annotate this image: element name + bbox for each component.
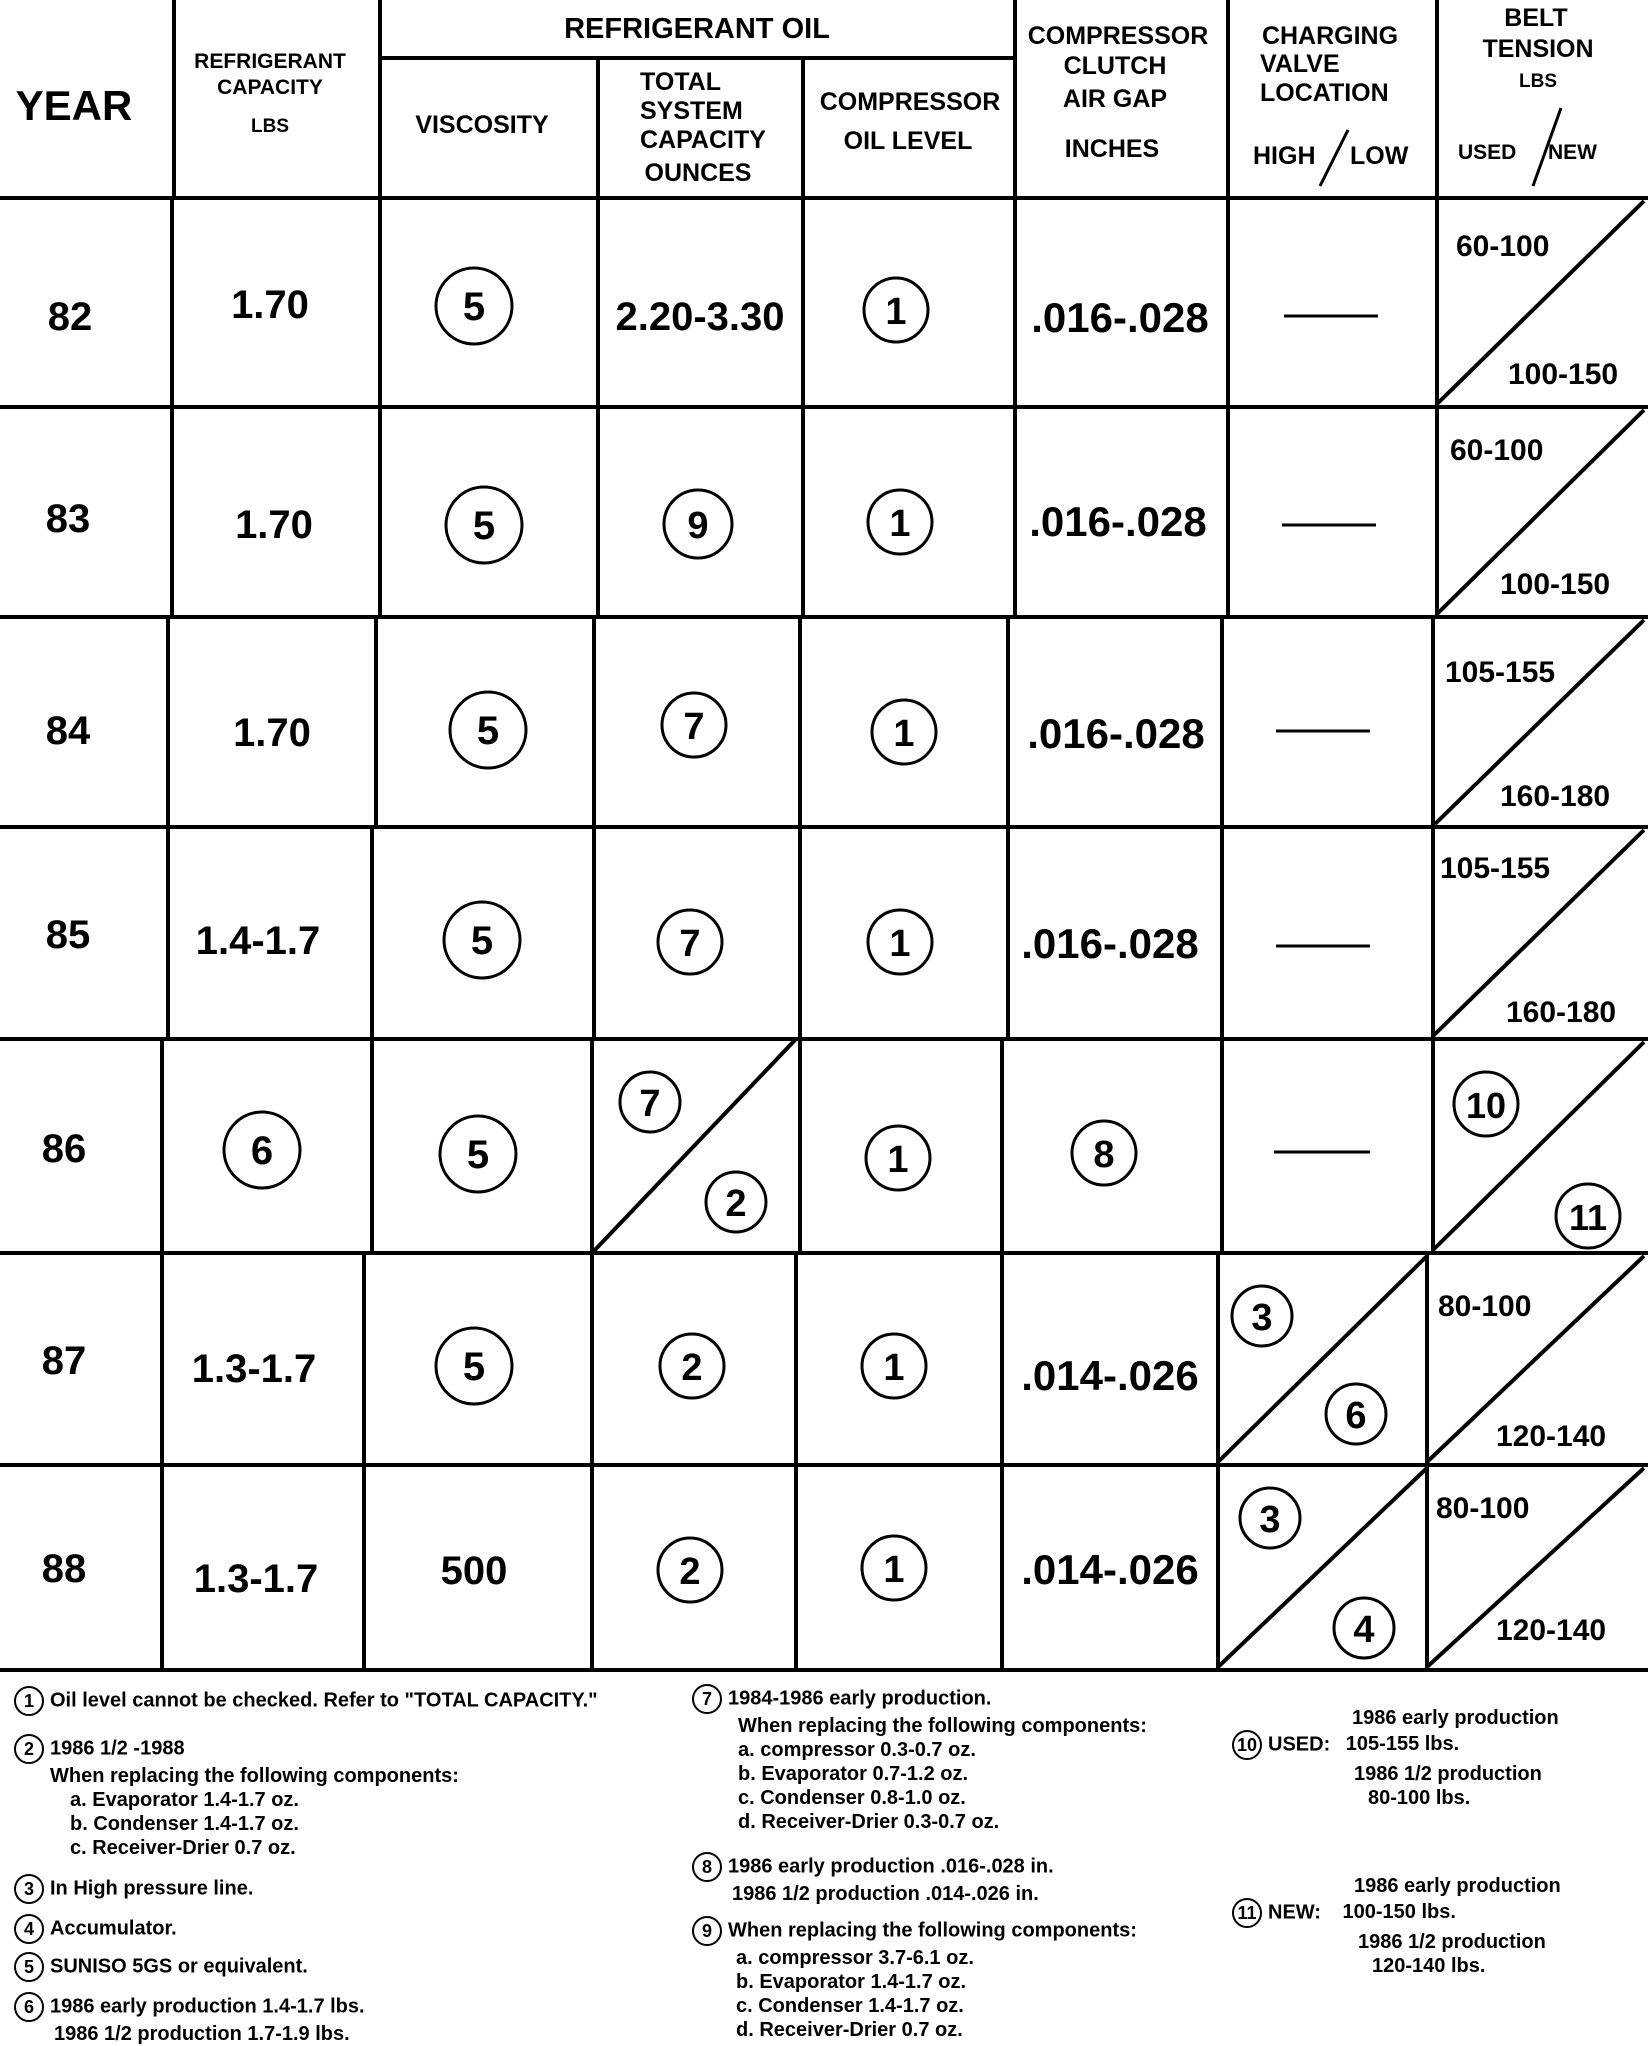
- belt-new-cell: 100-150: [1508, 358, 1619, 391]
- footnote-ref-badge: [872, 700, 936, 764]
- table-row: [46, 434, 1610, 601]
- svg-text:1: 1: [883, 1549, 905, 1591]
- footnote-8: 8 1986 early production .016-.028 in. 1986 1/2 production .014-.026 in.: [692, 1852, 1054, 1906]
- header-total-capacity-2: SYSTEM: [640, 97, 743, 125]
- year-cell: 88: [41, 1547, 87, 1591]
- footnote-ref-badge: [664, 490, 732, 558]
- header-charging-low: LOW: [1350, 142, 1409, 170]
- footnote-number-badge: 3: [14, 1874, 44, 1904]
- header-charging-2: VALVE: [1260, 50, 1340, 78]
- header-total-capacity-4: OUNCES: [644, 159, 752, 187]
- header-total-capacity-1: TOTAL: [640, 68, 722, 96]
- header-belt-used: USED: [1458, 141, 1517, 164]
- footnote-ref-badge: [706, 1172, 766, 1232]
- header-oil-level-2: OIL LEVEL: [843, 127, 973, 155]
- year-cell: 85: [45, 913, 91, 957]
- belt-new-cell: 120-140: [1496, 1614, 1607, 1647]
- footnote-ref-badge: [864, 278, 928, 342]
- header-refrigerant-capacity-2: CAPACITY: [217, 76, 323, 99]
- table-row: [48, 230, 1618, 391]
- svg-text:2: 2: [725, 1183, 747, 1225]
- svg-text:1: 1: [887, 1139, 909, 1181]
- belt-new-cell: 100-150: [1500, 568, 1611, 601]
- belt-new-cell: 160-180: [1500, 780, 1611, 813]
- footnote-11: 1986 early production 11 NEW: 100-150 lbs. 1986 1/2 production 120-140 lbs.: [1232, 1874, 1561, 1978]
- air-gap-cell: .014-.026: [1021, 1546, 1199, 1593]
- svg-text:1: 1: [889, 923, 911, 965]
- footnote-7: 7 1984-1986 early production. When replacing the following components: a. compressor 0.3-0.7 oz. b. Evaporator 0.7-1.2 oz. c. Condenser 0.8-1.0 oz. d. Receiver-Drier 0.3-0.7 oz.: [692, 1684, 1147, 1834]
- footnote-ref-badge: [866, 1126, 930, 1190]
- year-cell: 86: [41, 1127, 87, 1171]
- header-charging-high: HIGH: [1253, 142, 1316, 170]
- belt-used-cell: 105-155: [1445, 656, 1556, 689]
- svg-text:1: 1: [893, 713, 915, 755]
- footnote-ref-badge: [450, 692, 526, 768]
- footnote-ref-badge: [446, 487, 522, 563]
- table-row: [46, 656, 1610, 813]
- footnote-ref-badge: [660, 1334, 724, 1398]
- footnote-2: 2 1986 1/2 -1988 When replacing the following components: a. Evaporator 1.4-1.7 oz. b. Condenser 1.4-1.7 oz. c. Receiver-Drier 0.7 oz.: [14, 1734, 459, 1860]
- footnote-number-badge: 9: [692, 1916, 722, 1946]
- belt-used-cell: 80-100: [1438, 1290, 1532, 1323]
- svg-text:7: 7: [683, 706, 705, 748]
- belt-new-cell: 160-180: [1506, 996, 1617, 1029]
- footnote-ref-badge: [862, 1334, 926, 1398]
- footnote-ref-badge: [1334, 1598, 1394, 1658]
- footnote-5: 5 SUNISO 5GS or equivalent.: [14, 1952, 308, 1982]
- svg-text:3: 3: [1259, 1499, 1281, 1541]
- footnote-ref-badge: [662, 693, 726, 757]
- svg-text:5: 5: [462, 285, 486, 329]
- footnote-ref-badge: [868, 910, 932, 974]
- svg-text:10: 10: [1465, 1085, 1507, 1126]
- belt-used-cell: 80-100: [1436, 1492, 1530, 1525]
- svg-text:2: 2: [679, 1551, 701, 1593]
- svg-text:2: 2: [681, 1347, 703, 1389]
- header-refrigerant-oil: REFRIGERANT OIL: [564, 13, 830, 45]
- svg-text:5: 5: [462, 1345, 486, 1389]
- footnotes-section: [0, 1682, 1648, 2045]
- footnote-4: 4 Accumulator.: [14, 1914, 177, 1944]
- capacity-cell: 1.70: [231, 283, 309, 327]
- footnote-number-badge: 4: [14, 1914, 44, 1944]
- table-row: [42, 1072, 1620, 1248]
- footnote-ref-badge: [862, 1536, 926, 1600]
- header-refrigerant-capacity-3: LBS: [251, 116, 289, 137]
- footnote-6: 6 1986 early production 1.4-1.7 lbs. 1986 1/2 production 1.7-1.9 lbs.: [14, 1992, 365, 2046]
- belt-new-cell: 120-140: [1496, 1420, 1607, 1453]
- header-air-gap-3: AIR GAP: [1062, 85, 1168, 113]
- svg-text:5: 5: [476, 709, 500, 753]
- svg-text:1: 1: [885, 291, 907, 333]
- footnote-number-badge: 8: [692, 1852, 722, 1882]
- header-air-gap-1: COMPRESSOR: [1027, 22, 1209, 50]
- high-low-divider: [1320, 130, 1348, 186]
- svg-text:5: 5: [466, 1133, 490, 1177]
- footnote-number-badge: 7: [692, 1684, 722, 1714]
- header-refrigerant-capacity-1: REFRIGERANT: [194, 50, 346, 73]
- air-gap-cell: .016-.028: [1021, 920, 1199, 967]
- footnote-ref-badge: [436, 1328, 512, 1404]
- footnote-number-badge: 5: [14, 1952, 44, 1982]
- footnote-ref-badge: [436, 268, 512, 344]
- table-row: [42, 1488, 1606, 1658]
- year-cell: 84: [45, 709, 91, 753]
- svg-text:4: 4: [1353, 1609, 1375, 1651]
- footnote-ref-badge: [1326, 1384, 1386, 1444]
- svg-text:6: 6: [250, 1129, 274, 1173]
- footnote-ref-badge: [620, 1072, 680, 1132]
- air-gap-cell: .016-.028: [1029, 498, 1207, 545]
- footnote-3: 3 In High pressure line.: [14, 1874, 253, 1904]
- air-gap-cell: .014-.026: [1021, 1352, 1199, 1399]
- header-year: YEAR: [15, 82, 133, 129]
- table-row: [46, 852, 1616, 1029]
- total-capacity-cell: 2.20-3.30: [615, 295, 785, 339]
- svg-text:5: 5: [472, 504, 496, 548]
- footnote-number-badge: 10: [1232, 1730, 1262, 1760]
- svg-text:6: 6: [1345, 1395, 1367, 1437]
- svg-text:1: 1: [883, 1347, 905, 1389]
- capacity-cell: 1.70: [233, 711, 311, 755]
- header-belt-3: LBS: [1519, 71, 1557, 92]
- footnote-ref-badge: [444, 902, 520, 978]
- header-air-gap-2: CLUTCH: [1063, 52, 1167, 80]
- svg-text:11: 11: [1568, 1197, 1608, 1238]
- footnote-ref-badge: [658, 1538, 722, 1602]
- air-gap-cell: .016-.028: [1027, 710, 1205, 757]
- footnote-number-badge: 6: [14, 1992, 44, 2022]
- footnote-ref-badge: [658, 910, 722, 974]
- svg-text:5: 5: [470, 919, 494, 963]
- svg-text:8: 8: [1093, 1134, 1115, 1176]
- header-belt-1: BELT: [1504, 4, 1568, 32]
- header-belt-new: NEW: [1548, 141, 1597, 164]
- footnote-number-badge: 1: [14, 1686, 44, 1716]
- footnote-ref-badge: [868, 490, 932, 554]
- header-viscosity: VISCOSITY: [415, 111, 549, 139]
- footnote-ref-badge: [1232, 1286, 1292, 1346]
- belt-used-cell: 60-100: [1450, 434, 1544, 467]
- footnote-ref-badge: [1556, 1184, 1620, 1248]
- belt-used-cell: 60-100: [1456, 230, 1550, 263]
- capacity-cell: 1.4-1.7: [195, 919, 321, 963]
- header-total-capacity-3: CAPACITY: [640, 126, 766, 154]
- capacity-cell: 1.3-1.7: [193, 1557, 319, 1601]
- header-belt-2: TENSION: [1482, 35, 1594, 63]
- footnote-10: 1986 early production 10 USED: 105-155 lbs. 1986 1/2 production 80-100 lbs.: [1232, 1706, 1559, 1810]
- capacity-cell: 1.70: [235, 503, 313, 547]
- svg-text:1: 1: [889, 503, 911, 545]
- footnote-ref-badge: [1454, 1072, 1518, 1136]
- svg-text:7: 7: [639, 1083, 661, 1125]
- header-oil-level-1: COMPRESSOR: [819, 88, 1001, 116]
- footnote-1: 1 Oil level cannot be checked. Refer to "TOTAL CAPACITY.": [14, 1686, 598, 1716]
- svg-text:7: 7: [679, 923, 701, 965]
- capacity-cell: 1.3-1.7: [191, 1347, 317, 1391]
- year-cell: 87: [41, 1339, 87, 1383]
- footnote-number-badge: 2: [14, 1734, 44, 1764]
- year-cell: 83: [45, 497, 91, 541]
- viscosity-cell: 500: [440, 1549, 508, 1593]
- footnote-9: 9 When replacing the following components: a. compressor 3.7-6.1 oz. b. Evaporator 1.4-1.7 oz. c. Condenser 1.4-1.7 oz. d. Receiver-Drier 0.7 oz.: [692, 1916, 1137, 2042]
- belt-used-cell: 105-155: [1440, 852, 1551, 885]
- svg-text:9: 9: [687, 505, 709, 547]
- header-charging-3: LOCATION: [1260, 79, 1389, 107]
- year-cell: 82: [47, 295, 93, 339]
- air-gap-cell: .016-.028: [1031, 294, 1209, 341]
- header-charging-1: CHARGING: [1261, 22, 1399, 50]
- footnote-number-badge: 11: [1232, 1898, 1262, 1928]
- header-air-gap-4: INCHES: [1064, 135, 1160, 163]
- svg-text:3: 3: [1251, 1297, 1273, 1339]
- footnote-ref-badge: [440, 1116, 516, 1192]
- footnote-ref-badge: [224, 1112, 300, 1188]
- footnote-ref-badge: [1072, 1121, 1136, 1185]
- footnote-ref-badge: [1240, 1488, 1300, 1548]
